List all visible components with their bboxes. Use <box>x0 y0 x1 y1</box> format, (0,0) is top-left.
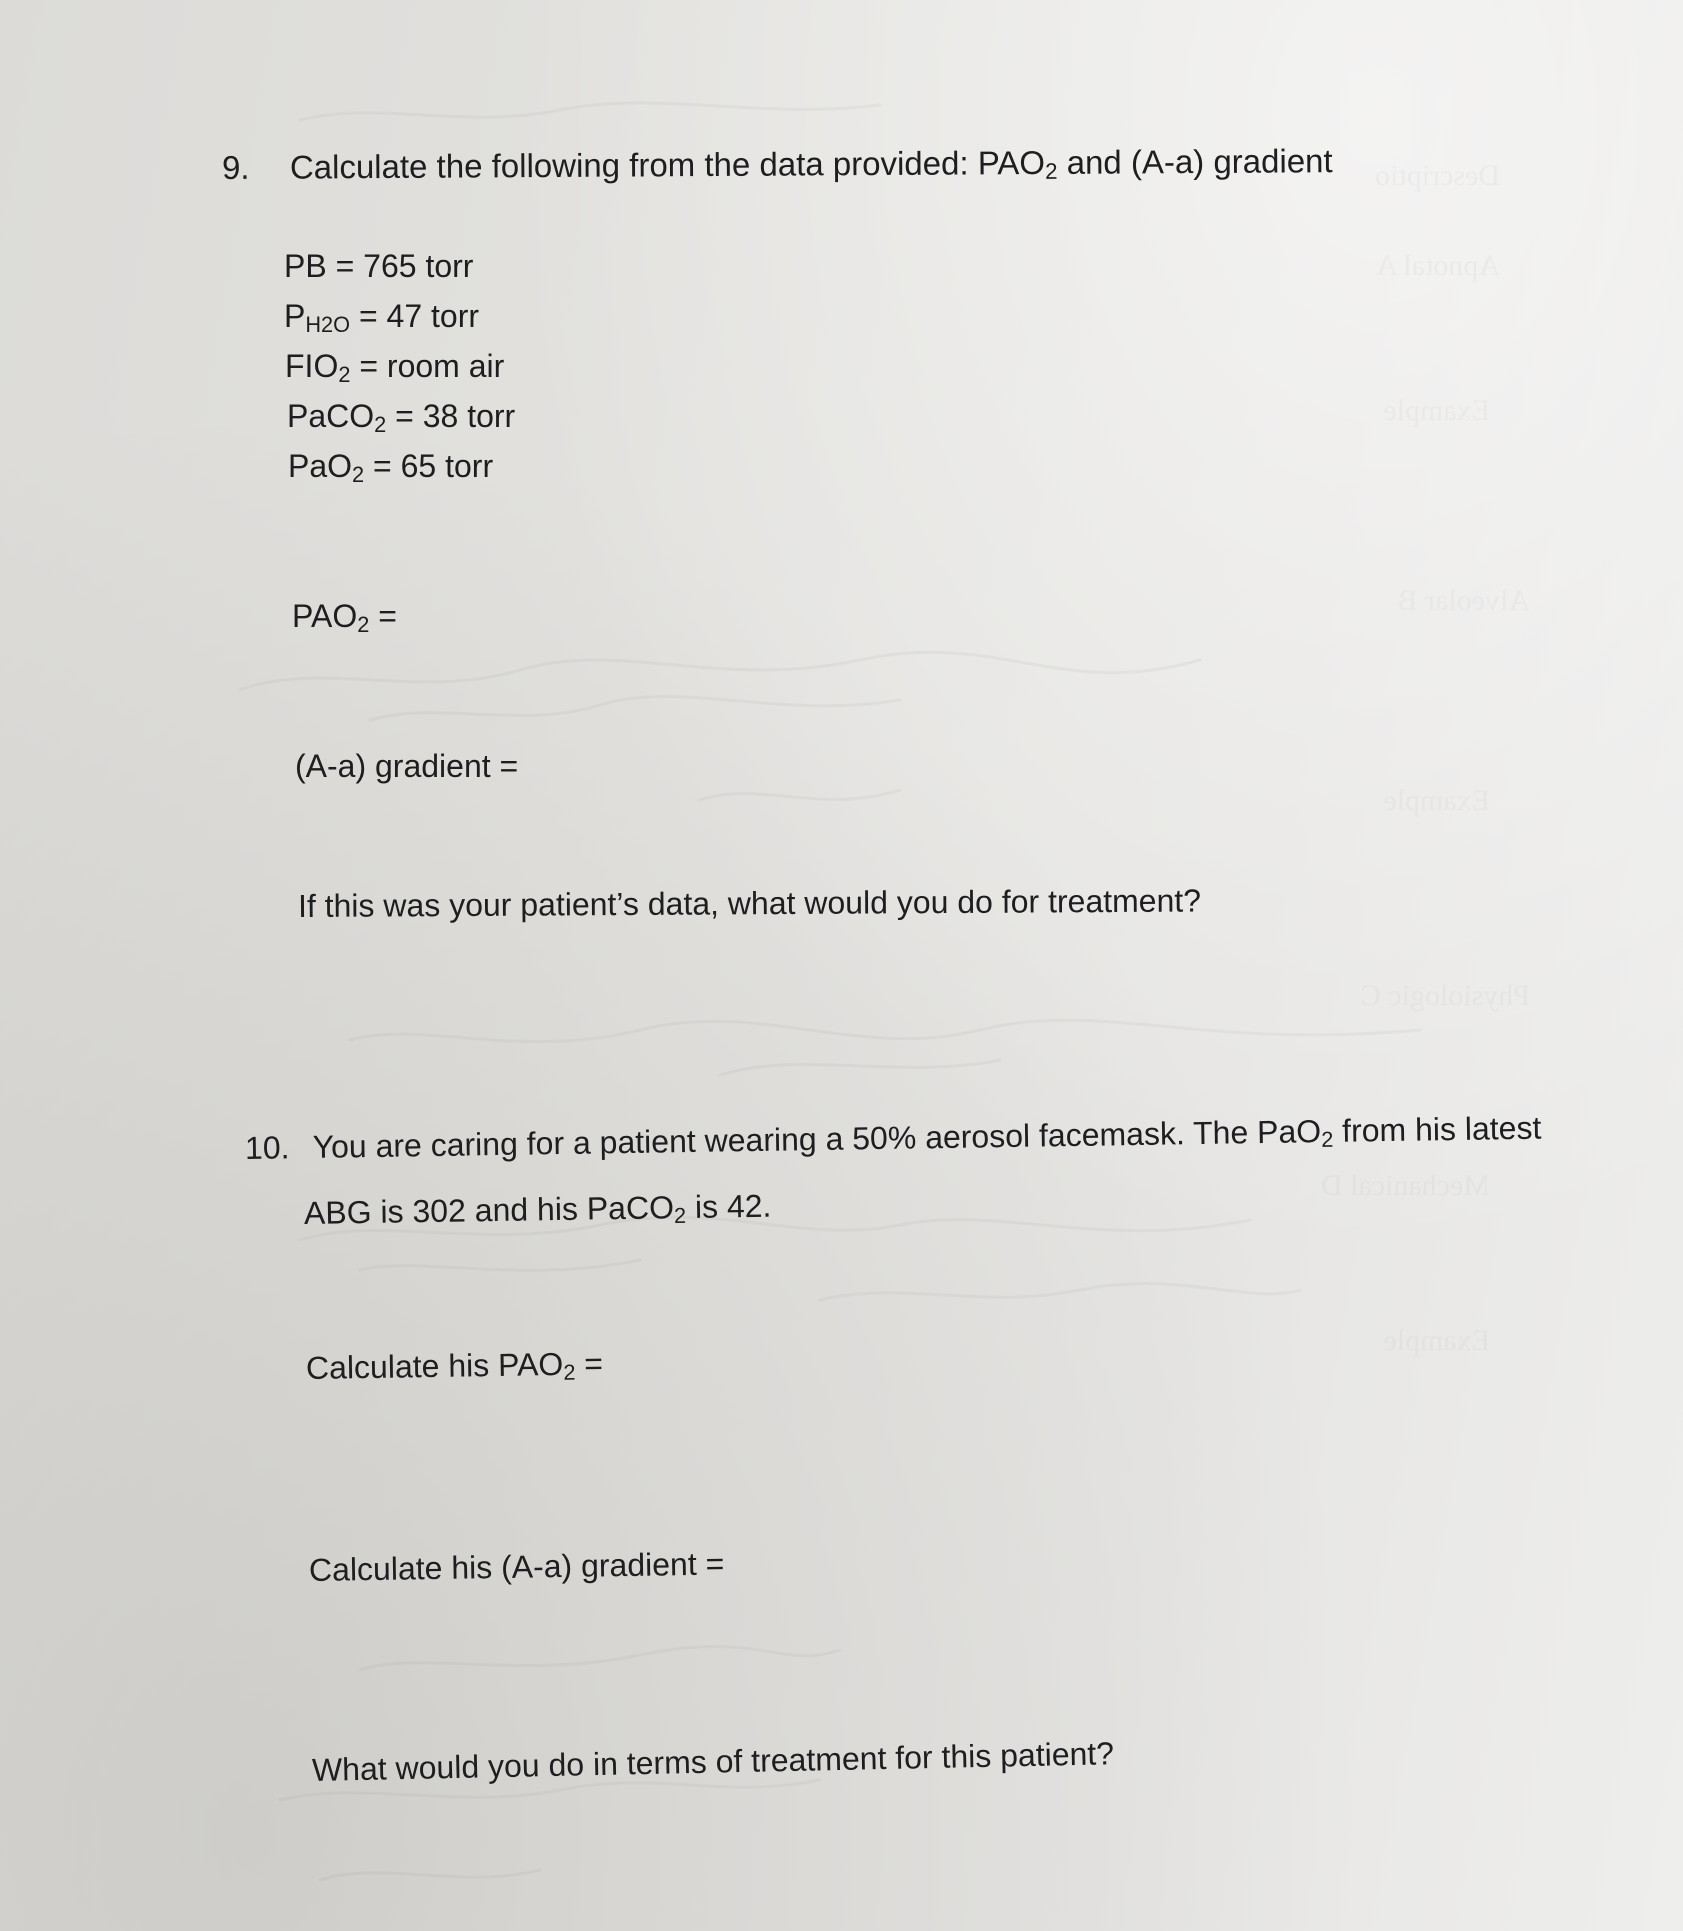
given-label: PB <box>284 248 327 284</box>
svg-text:Mechanical D: Mechanical D <box>1320 1169 1490 1202</box>
given-pao2 <box>288 448 493 485</box>
given-subscript: 2 <box>338 361 351 387</box>
given-subscript: H2O <box>305 311 351 337</box>
svg-text:Apnotal A: Apnotal A <box>1375 249 1500 282</box>
given-value: = room air <box>359 348 505 384</box>
given-label: PaCO <box>287 398 375 434</box>
question-9-prompt-tail: and (A-a) gradient <box>1066 142 1333 181</box>
question-10-gradient-answer-line: Calculate his (A-a) gradient = <box>308 1545 725 1588</box>
question-9-treatment-prompt: If this was your patient’s data, what would you do for treatment? <box>297 882 1202 924</box>
question-9-prompt-subscript: 2 <box>1044 158 1058 184</box>
question-9-prompt-text: Calculate the following from the data provided: PAO <box>289 143 1046 186</box>
given-ph2o <box>284 298 479 335</box>
given-pb <box>284 248 473 285</box>
given-subscript: 2 <box>352 461 365 487</box>
given-paco2 <box>287 398 515 435</box>
given-label: FIO <box>285 348 339 384</box>
given-value: = 38 torr <box>395 398 516 434</box>
question-10-prompt-line1: 10. You are caring for a patient wearing a 50% aerosol facemask. The PaO$_2$ from his latest <box>244 1109 1542 1166</box>
svg-text:Alveolar B: Alveolar B <box>1397 584 1530 617</box>
question-9-pao2-answer-line: $PAO_2$ = <box>292 598 397 637</box>
question-10-number: 10. <box>244 1129 290 1166</box>
svg-text:Example: Example <box>1383 784 1490 817</box>
question-9-gradient-answer-line: (A-a) gradient = <box>295 748 519 784</box>
given-label: P <box>284 298 306 334</box>
given-label: PaO <box>288 448 353 484</box>
svg-text:Example: Example <box>1383 1324 1490 1357</box>
question-9-number: 9. <box>221 148 250 186</box>
svg-text:Descriptio: Descriptio <box>1375 159 1500 192</box>
given-value: = 765 torr <box>335 248 474 284</box>
given-value: = 47 torr <box>358 298 480 334</box>
given-value: = 65 torr <box>373 448 494 484</box>
svg-text:Physiologic C: Physiologic C <box>1360 979 1530 1012</box>
question-10-prompt-line2: ABG is 302 and his PaCO$_2$ is 42. <box>303 1187 772 1231</box>
given-fio2 <box>285 348 504 385</box>
question-10-pao2-answer-line: Calculate his $PAO_2$ = <box>305 1345 604 1386</box>
given-subscript: 2 <box>374 411 387 437</box>
question-10-treatment-prompt: What would you do in terms of treatment for this patient? <box>311 1735 1115 1788</box>
svg-text:Example: Example <box>1383 394 1490 427</box>
question-9-prompt <box>222 142 1333 187</box>
